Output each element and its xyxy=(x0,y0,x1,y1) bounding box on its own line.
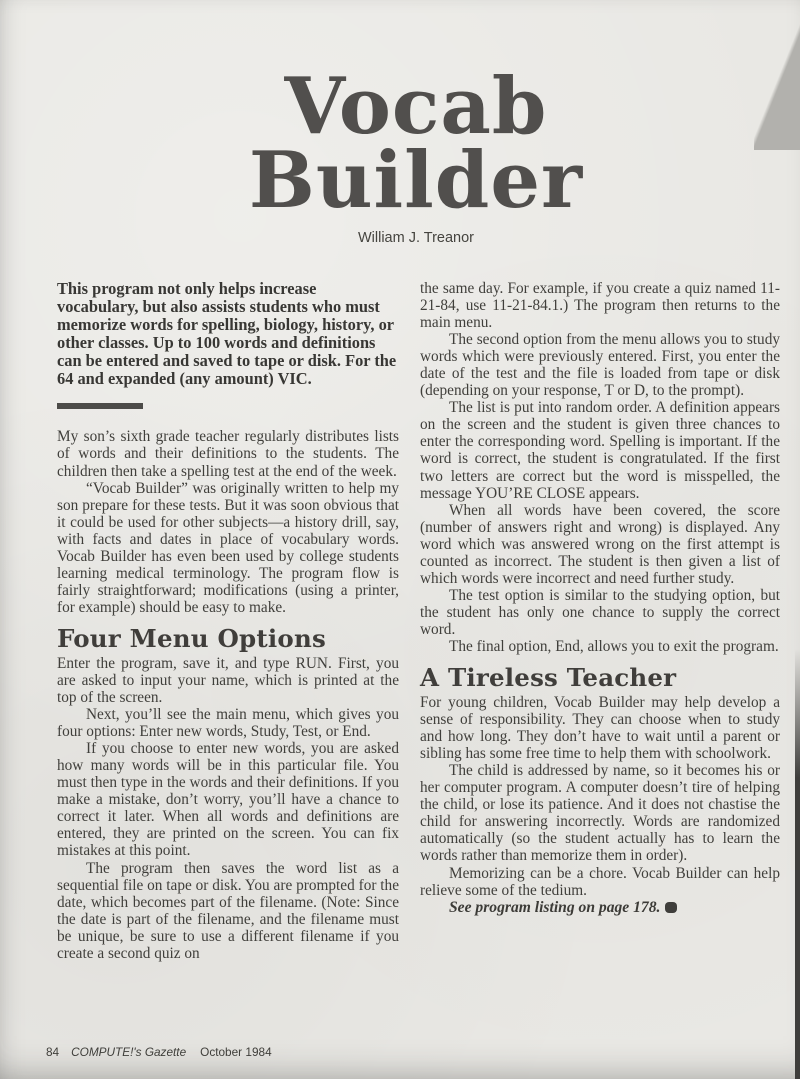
body-paragraph: Memorizing can be a chore. Vocab Builder can help relieve some of the tedium. xyxy=(420,864,780,899)
divider-rule xyxy=(57,403,143,409)
closing-note xyxy=(420,899,780,916)
body-paragraph: “Vocab Builder” was originally written to help my son prepare for these tests. But it was soon obvious that it could be used for other subjects—a history drill, say, with facts and dates in place of vocabulary words. Vocab Builder has even been used by college students learning medical terminology. The program flow is fairly straightforward; modifications (using a printer, for example) should be easy to make. xyxy=(57,479,399,616)
body-paragraph: The program then saves the word list as a sequential file on tape or disk. You are prompted for the date, which becomes part of the filename. (Note: Since the date is part of the filename, and the filename must be unique, be sure to use a different filename if you create a second quiz on xyxy=(57,859,399,962)
article-header xyxy=(16,0,800,246)
magazine-name: COMPUTE!'s Gazette xyxy=(71,1045,187,1059)
body-paragraph: The second option from the menu allows you to study words which were previously entered. First, you enter the date of the test and the file is loaded from tape or disk (depending on your response, T or D, to the prompt). xyxy=(420,331,780,400)
byline: William J. Treanor xyxy=(357,230,475,246)
body-paragraph: My son’s sixth grade teacher regularly distributes lists of words and their definitions to the students. The children then take a spelling test at the end of the week. xyxy=(57,428,399,480)
body-paragraph: The final option, End, allows you to exit the program. xyxy=(449,637,779,655)
page-edge-shadow xyxy=(795,649,800,1079)
body-paragraph: The test option is similar to the studying option, but the student has only one chance to supply the correct word. xyxy=(420,586,780,638)
body-paragraph: The list is put into random order. A definition appears on the screen and the student is given three chances to enter the corresponding word. Spelling is important. If the word is correct, the student is congratulated. If the first two letters are correct but the word is misspelled, the message YOU’RE CLOSE appears. xyxy=(420,399,780,502)
body-paragraph: Enter the program, save it, and type RUN. First, you are asked to input your name, which is printed at the top of the screen. xyxy=(57,654,399,707)
standfirst: This program not only helps increase vocabulary, but also assists students who must memorize words for spelling, biology, history, or other classes. Up to 100 words and definitions can be entered and saved to tape or disk. For the 64 and expanded (any amount) VIC. xyxy=(57,279,397,388)
end-of-article-icon xyxy=(665,902,677,913)
left-column xyxy=(57,280,399,962)
closing-note-text: See program listing on page 178. xyxy=(449,898,661,916)
right-column xyxy=(420,280,780,962)
section-heading-four-menu-options: Four Menu Options xyxy=(57,623,326,653)
page-footer xyxy=(46,1045,272,1059)
body-paragraph: For young children, Vocab Builder may help develop a sense of responsibility. They can choose when to study and how long. They don’t have to wait until a parent or sibling has some free time to help them with schoolwork. xyxy=(420,694,780,763)
body-paragraph: If you choose to enter new words, you are asked how many words will be in this particular file. You must then type in the words and their definitions. If you make a mistake, don’t worry, you’ll have a chance to correct it later. When all words and definitions are entered, they are printed on the screen. You can fix mistakes at this point. xyxy=(57,740,399,860)
article-body xyxy=(0,280,800,962)
page-number: 84 xyxy=(46,1045,60,1059)
article-title xyxy=(16,61,800,226)
body-paragraph: the same day. For example, if you create a quiz named 11-21-84, use 11-21-84.1.) The program then returns to the main menu. xyxy=(420,280,780,332)
body-paragraph: The child is addressed by name, so it becomes his or her computer program. A computer doesn’t tire of helping the child, or lose its patience. And it does not chastise the child for answering incorrectly. Words are randomized automatically (so the student actually has to learn the words rather than memorize them in order). xyxy=(420,762,780,865)
title-line-2: Builder xyxy=(248,135,584,226)
issue-date: October 1984 xyxy=(200,1045,272,1059)
title-line-1: Vocab xyxy=(284,61,548,152)
section-heading-a-tireless-teacher: A Tireless Teacher xyxy=(420,663,677,693)
body-paragraph: Next, you’ll see the main menu, which gives you four options: Enter new words, Study, Test, or End. xyxy=(57,706,399,741)
body-paragraph: When all words have been covered, the score (number of answers right and wrong) is displayed. Any word which was answered wrong on the first attempt is counted as incorrect. The student is then given a list of which words were incorrect and need further study. xyxy=(420,501,780,587)
